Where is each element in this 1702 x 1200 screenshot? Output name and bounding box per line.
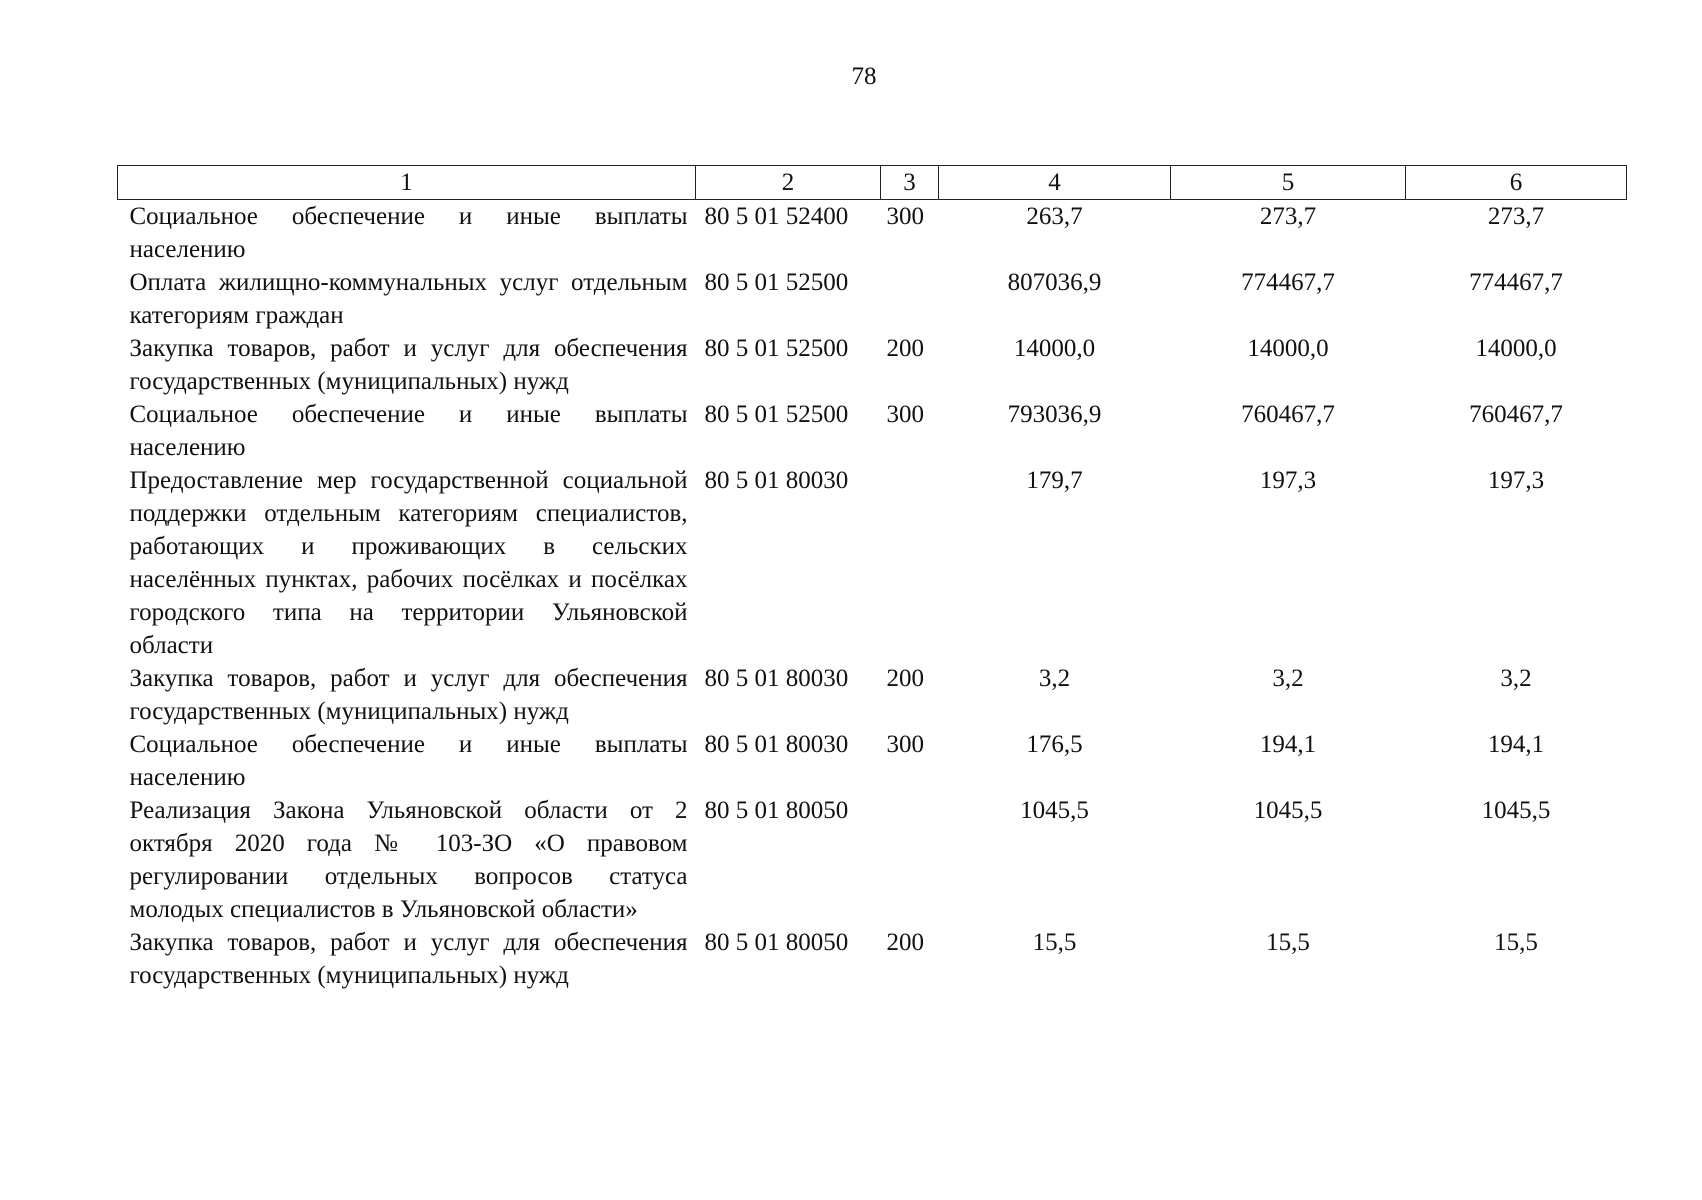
row-name: Социальное обеспечение и иные выплаты населению — [129, 203, 688, 263]
page-number: 78 — [851, 63, 877, 90]
header-col-6: 6 — [1406, 166, 1627, 200]
row-name: Социальное обеспечение и иные выплаты населению — [129, 731, 688, 791]
row-value-4: 1045,5 — [1020, 797, 1089, 824]
row-type — [881, 266, 939, 332]
table-row — [118, 332, 1627, 398]
row-name: Предоставление мер государственной социальной поддержки отдельным категориям специалистов, работающих и проживающих в сельских населённых пунктах, рабочих посёлках и посёлках городского типа на территории Ульяновской области — [129, 467, 688, 659]
table-body — [118, 200, 1627, 993]
row-value-5: 194,1 — [1259, 731, 1317, 758]
table-row — [118, 398, 1627, 464]
table-row — [118, 728, 1627, 794]
row-type: 200 — [886, 665, 924, 692]
row-value-4: 3,2 — [1038, 665, 1071, 692]
row-code: 80 5 01 80030 — [704, 665, 849, 692]
row-code: 80 5 01 80050 — [704, 797, 849, 824]
row-value-6: 760467,7 — [1469, 401, 1563, 428]
row-value-5: 774467,7 — [1241, 269, 1335, 296]
row-value-6: 194,1 — [1487, 731, 1545, 758]
row-value-6: 197,3 — [1487, 467, 1545, 494]
row-type: 300 — [886, 401, 924, 428]
row-value-5: 14000,0 — [1247, 335, 1329, 362]
row-type: 200 — [886, 335, 924, 362]
row-type — [881, 794, 939, 926]
header-col-3: 3 — [881, 166, 939, 200]
row-value-4: 807036,9 — [1007, 269, 1102, 296]
row-value-4: 793036,9 — [1007, 401, 1102, 428]
row-name: Закупка товаров, работ и услуг для обеспечения государственных (муниципальных) нужд — [129, 929, 688, 989]
row-value-4: 14000,0 — [1013, 335, 1096, 362]
header-row — [118, 166, 1627, 200]
row-name: Закупка товаров, работ и услуг для обеспечения государственных (муниципальных) нужд — [129, 335, 688, 395]
row-code: 80 5 01 80030 — [704, 731, 849, 758]
row-value-4: 263,7 — [1026, 203, 1083, 230]
table-row — [118, 662, 1627, 728]
budget-table — [117, 165, 1627, 992]
row-code: 80 5 01 80050 — [704, 929, 849, 956]
row-name: Реализация Закона Ульяновской области от 2 октября 2020 года № 103-ЗО «О правовом регулировании отдельных вопросов статуса молодых специалистов в Ульяновской области» — [129, 797, 688, 923]
row-value-6: 14000,0 — [1475, 335, 1557, 362]
row-code: 80 5 01 52500 — [704, 401, 849, 428]
header-col-2: 2 — [696, 166, 881, 200]
table-row — [118, 464, 1627, 662]
row-value-6: 3,2 — [1500, 665, 1532, 692]
row-value-5: 273,7 — [1259, 203, 1317, 230]
row-value-5: 197,3 — [1259, 467, 1317, 494]
row-name: Оплата жилищно-коммунальных услуг отдельным категориям граждан — [129, 269, 688, 329]
row-name: Закупка товаров, работ и услуг для обеспечения государственных (муниципальных) нужд — [129, 665, 688, 725]
table-row — [118, 266, 1627, 332]
table-header — [118, 166, 1627, 200]
table-row — [118, 794, 1627, 926]
row-value-4: 179,7 — [1026, 467, 1083, 494]
row-name: Социальное обеспечение и иные выплаты населению — [129, 401, 688, 461]
row-value-5: 3,2 — [1272, 665, 1304, 692]
header-col-4: 4 — [939, 166, 1171, 200]
row-code: 80 5 01 52500 — [704, 335, 849, 362]
row-value-6: 15,5 — [1494, 929, 1538, 956]
row-value-6: 1045,5 — [1481, 797, 1551, 824]
row-value-5: 1045,5 — [1253, 797, 1323, 824]
row-code: 80 5 01 52500 — [704, 269, 849, 296]
row-type: 300 — [886, 731, 924, 758]
row-code: 80 5 01 80030 — [704, 467, 849, 494]
row-value-6: 273,7 — [1487, 203, 1545, 230]
row-type — [881, 464, 939, 662]
table-row — [118, 926, 1627, 992]
row-value-4: 176,5 — [1026, 731, 1083, 758]
row-value-5: 760467,7 — [1241, 401, 1335, 428]
row-value-6: 774467,7 — [1469, 269, 1563, 296]
row-type: 300 — [886, 203, 924, 230]
row-value-4: 15,5 — [1032, 929, 1077, 956]
table-row — [118, 200, 1627, 267]
header-col-1: 1 — [118, 166, 696, 200]
header-col-5: 5 — [1171, 166, 1406, 200]
row-code: 80 5 01 52400 — [704, 203, 849, 230]
row-value-5: 15,5 — [1266, 929, 1310, 956]
row-type: 200 — [886, 929, 924, 956]
